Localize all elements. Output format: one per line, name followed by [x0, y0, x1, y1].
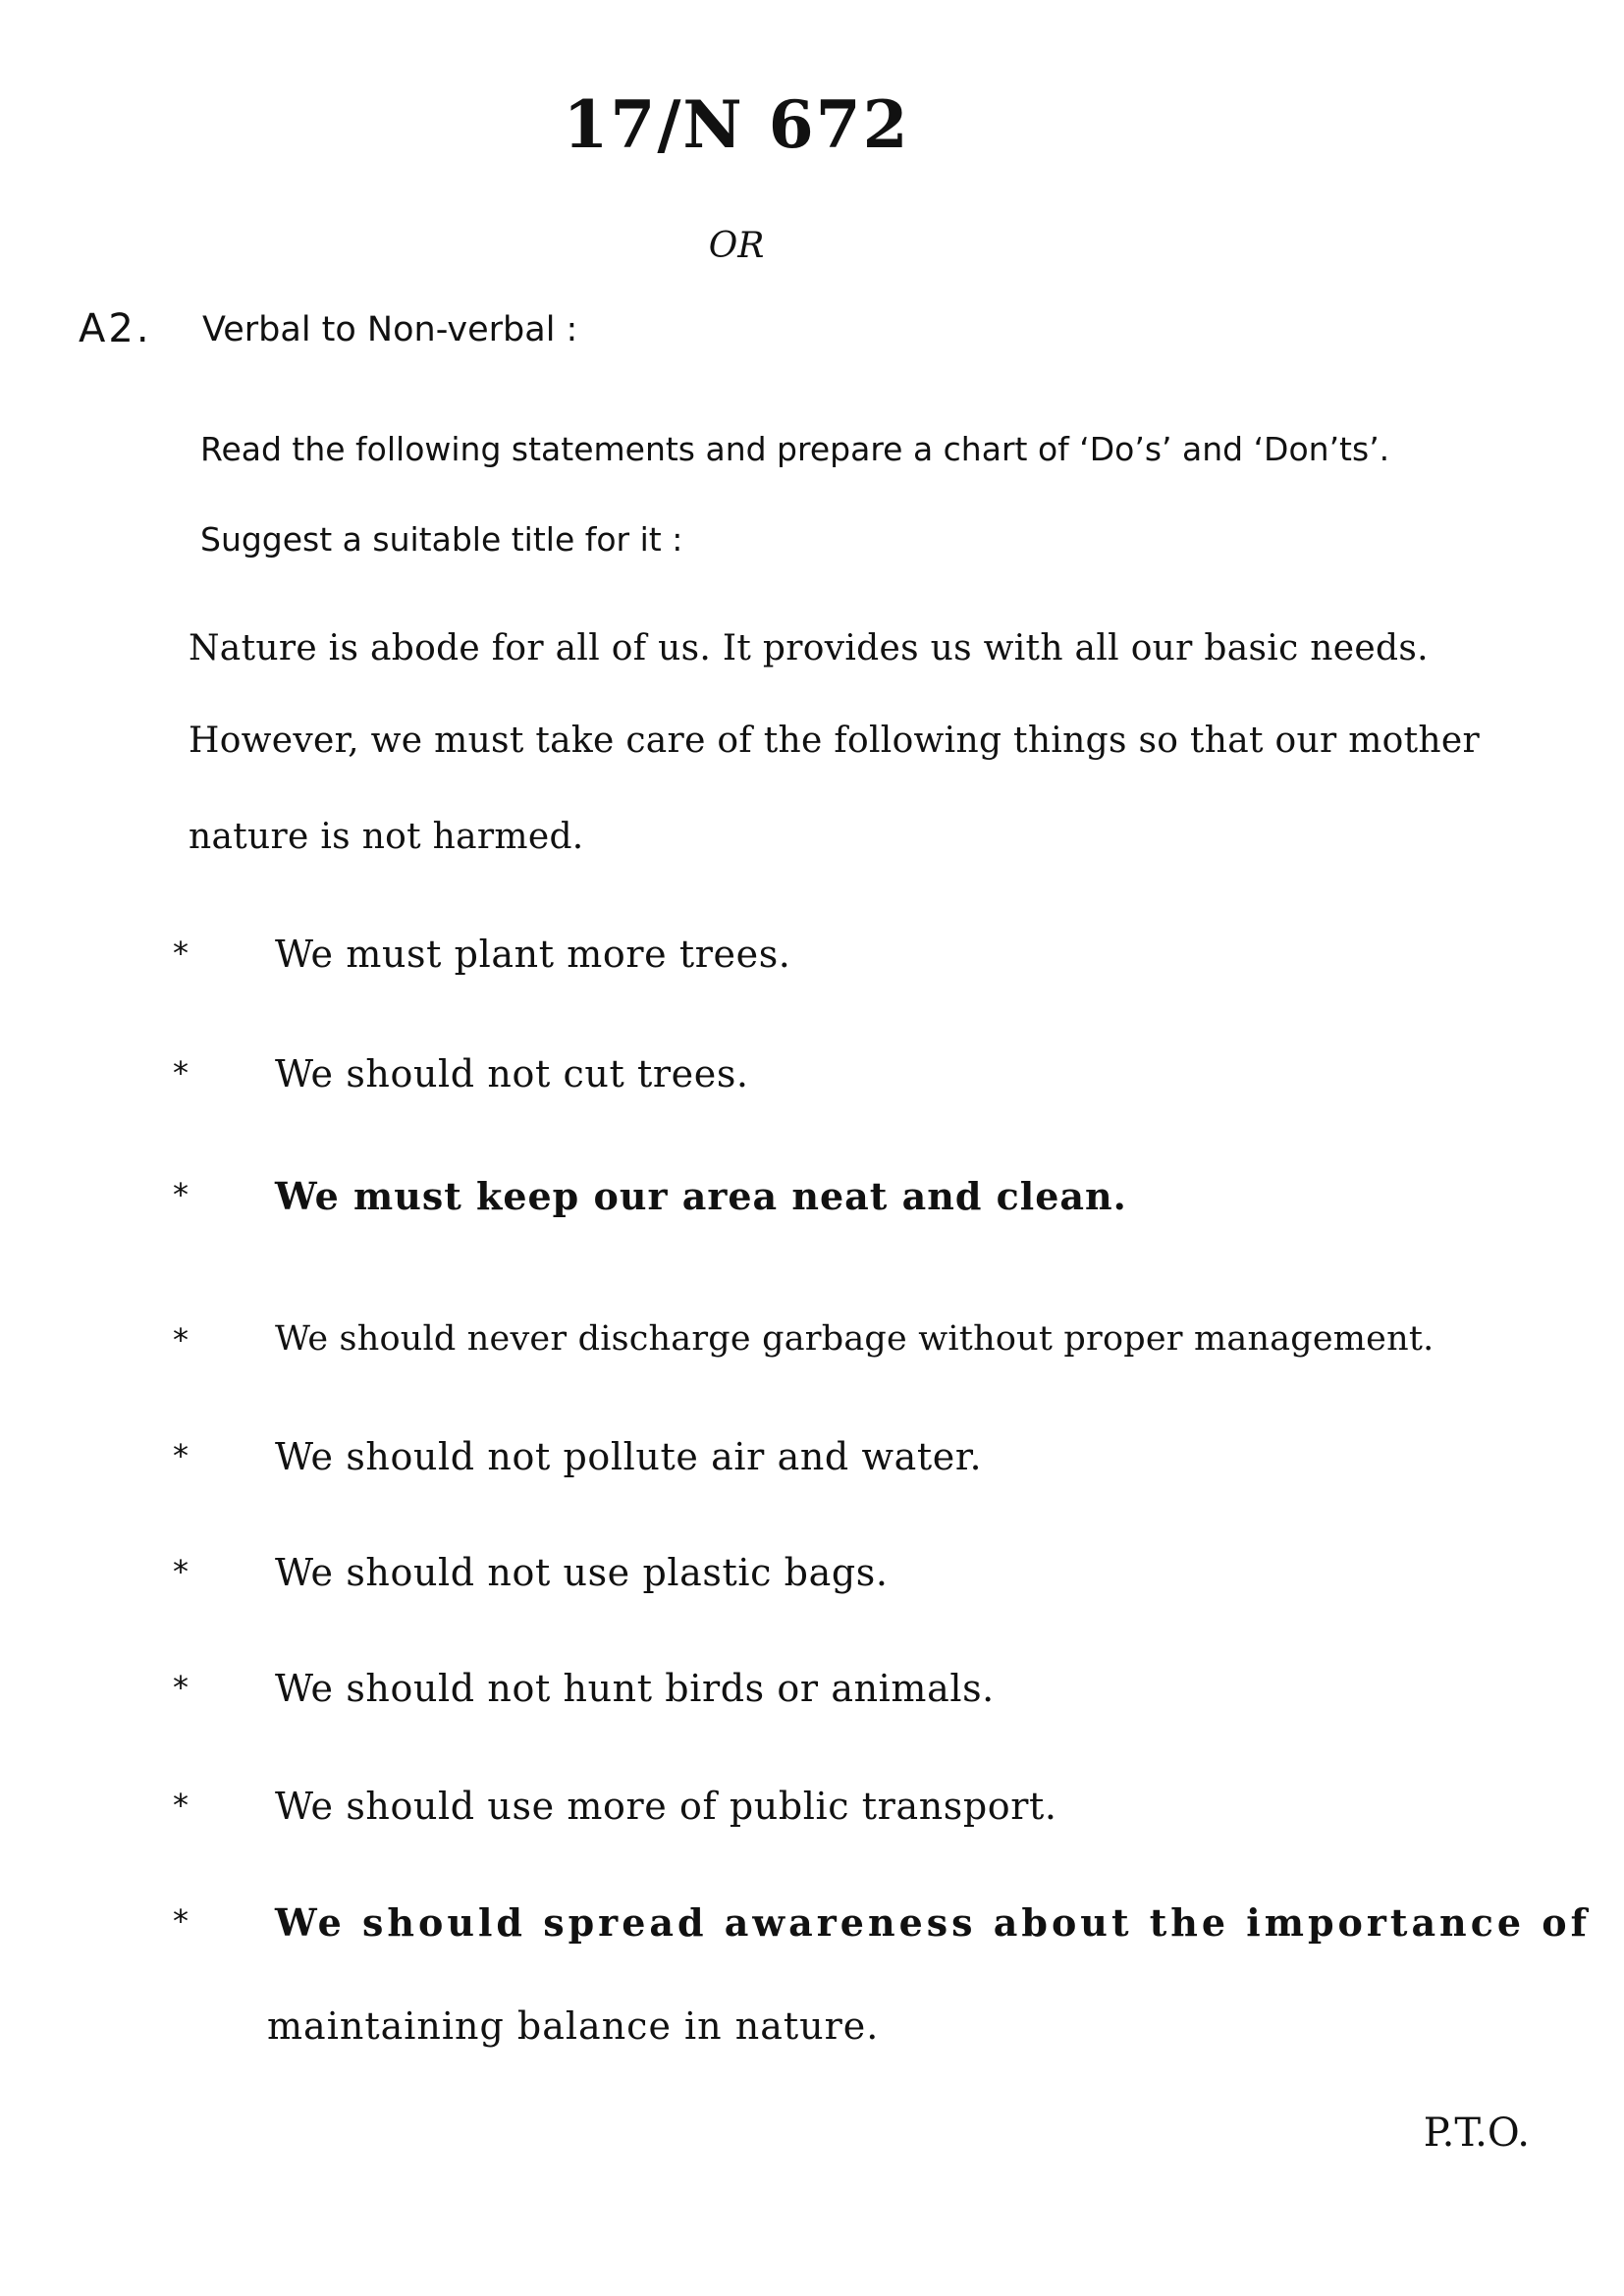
question-number: A2. — [79, 306, 152, 351]
statement-item — [173, 933, 1528, 991]
passage-line-3: nature is not harmed. — [189, 817, 584, 857]
passage-line-2: However, we must take care of the following things so that our mother — [189, 721, 1480, 761]
statement-item — [173, 1435, 1528, 1494]
bullet-star: * — [173, 1787, 189, 1824]
statement-text: We should not hunt birds or animals. — [275, 1667, 995, 1710]
statement-text: We should not pollute air and water. — [275, 1435, 983, 1478]
bullet-star: * — [173, 1054, 189, 1092]
paper-code: 17/N 672 — [563, 86, 910, 163]
statement-item — [173, 1319, 1528, 1378]
bullet-star: * — [173, 934, 189, 972]
statement-text: We should not cut trees. — [275, 1052, 749, 1095]
statement-item — [173, 1551, 1528, 1610]
statement-text: We must plant more trees. — [275, 933, 791, 976]
passage-line-1: Nature is abode for all of us. It provides us with all our basic needs. — [189, 628, 1429, 668]
bullet-star: * — [173, 1321, 189, 1359]
statement-text: We should spread awareness about the importance of — [275, 1900, 1591, 1945]
instruction-line-2: Suggest a suitable title for it : — [200, 520, 683, 559]
statement-item — [173, 1785, 1528, 1843]
bullet-star: * — [173, 1902, 189, 1940]
or-separator: OR — [708, 226, 765, 266]
statement-text: We should use more of public transport. — [275, 1785, 1057, 1828]
statement-item — [173, 1900, 1591, 1959]
statement-text: We must keep our area neat and clean. — [275, 1174, 1127, 1218]
statement-item — [173, 1667, 1528, 1726]
bullet-star: * — [173, 1437, 189, 1474]
question-title: Verbal to Non-verbal : — [202, 310, 578, 349]
bullet-star: * — [173, 1176, 189, 1213]
statement-item — [173, 1174, 1528, 1233]
statement-continuation: maintaining balance in nature. — [267, 2004, 880, 2048]
page-turn-over: P.T.O. — [1423, 2110, 1530, 2156]
instruction-line-1: Read the following statements and prepare a chart of ‘Do’s’ and ‘Don’ts’. — [200, 430, 1390, 468]
statement-item — [173, 1052, 1528, 1111]
bullet-star: * — [173, 1669, 189, 1706]
statement-text: We should never discharge garbage without proper management. — [275, 1319, 1435, 1359]
statement-text: We should not use plastic bags. — [275, 1551, 889, 1594]
bullet-star: * — [173, 1553, 189, 1590]
